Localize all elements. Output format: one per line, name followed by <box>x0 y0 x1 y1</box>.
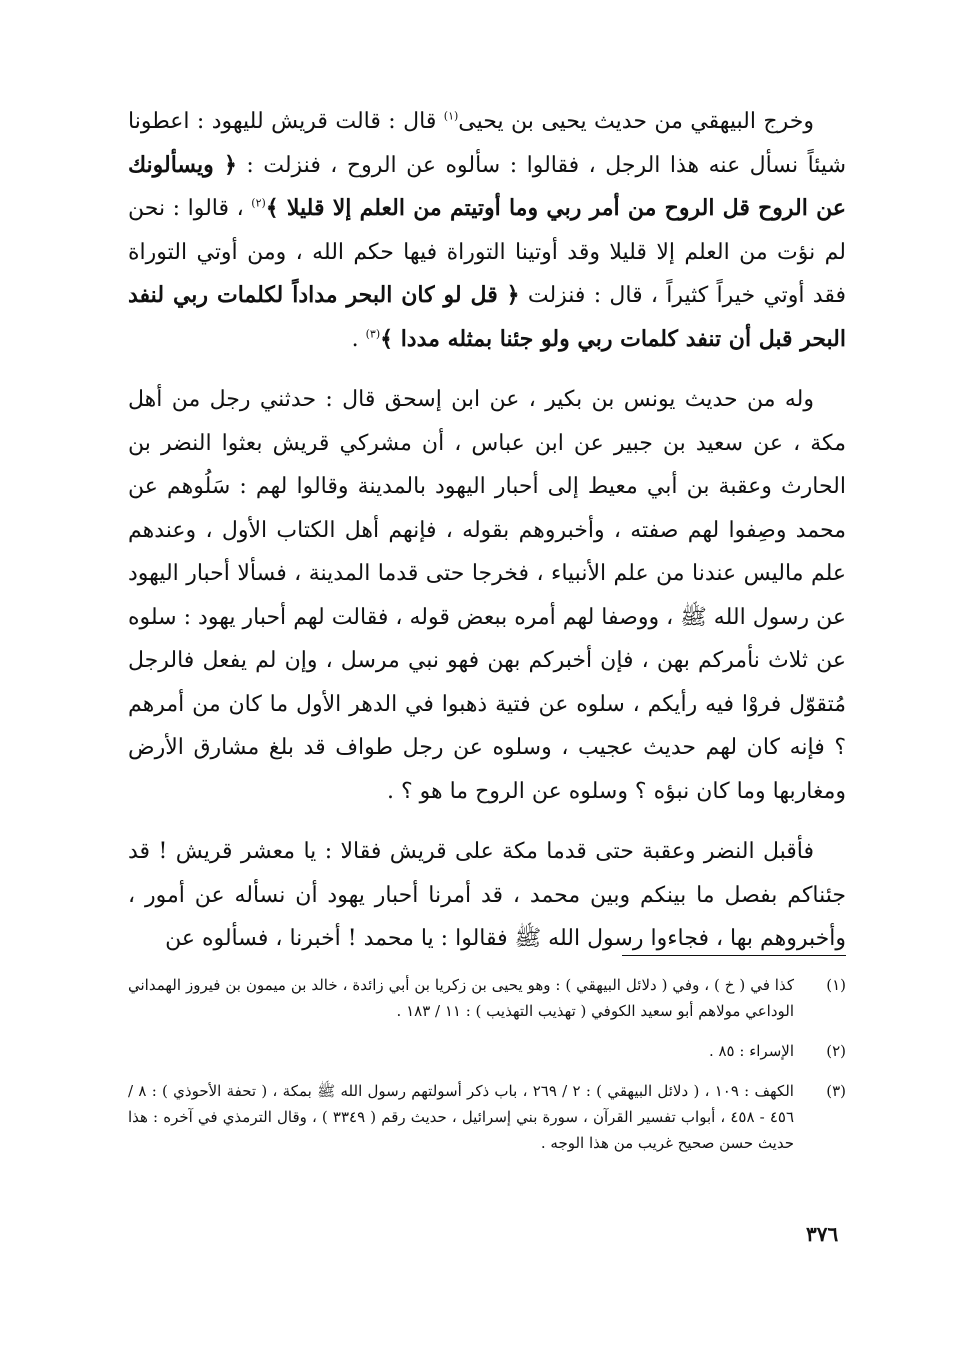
text-segment: فأقبل النضر وعقبة حتى قدما مكة على قريش فقالا : يا معشر قريش ! قد جئناكم بفصل ما بينكم وبين محمد ، قد أمرنا أحبار يهود أن نسأله عن أمور ، وأخبروهم بها ، فجاءوا رسول الله ﷺ فقالوا : يا محمد ! أخبرنا ، فسألوه عن <box>128 839 846 951</box>
footnote-number: (١) <box>826 976 846 994</box>
quran-verse: ﴿ ويسألونك عن الروح قل الروح من أمر ربي وما أوتيتم من العلم إلا قليلا ﴾ <box>128 151 846 221</box>
footnote-text: الكهف : ١٠٩ ، ( دلائل البيهقي ) : ٢ / ٢٦٩ ، باب ذكر أسولتهم رسول الله ﷺ بمكة ، ( تحفة الأحوذي ) : ٨ / ٤٥٦ - ٤٥٨ ، أبواب تفسير القرآن ، سورة بني إسرائيل ، حديث رقم ( ٣٣٤٩ ) ، وقال الترمذي في آخره : هذا حديث حسن صحيح غريب من هذا الوجه . <box>128 1082 794 1152</box>
text-segment: ، قالوا : نحن لم نؤت من العلم إلا قليلا وقد أوتينا التوراة فيها حكم الله ، ومن أوتي التوراة فقد أوتي خيراً كثيراً ، قال : فنزلت <box>128 196 846 308</box>
footnote-text: الإسراء : ٨٥ . <box>708 1042 794 1060</box>
footnote-ref: (٣) <box>365 327 381 341</box>
text-segment: وخرج البيهقي من حديث يحيى بن يحيى <box>458 109 814 134</box>
paragraph <box>128 100 846 361</box>
footnote-number: (٣) <box>826 1082 846 1100</box>
text-segment: قال : قالت قريش لليهود : اعطونا شيئاً نسأل عنه هذا الرجل ، فقالوا : سألوه عن الروح ، فنزلت : <box>128 109 847 178</box>
footnote-ref: (٢) <box>251 196 266 210</box>
page-number: ٣٧٦ <box>806 1222 839 1246</box>
text-segment: . <box>351 326 366 352</box>
quran-verse: ﴿ قل لو كان البحر مداداً لكلمات ربي لنفد البحر قبل أن تنفد كلمات ربي ولو جئنا بمثله مددا ﴾ <box>128 282 846 352</box>
footnote-text: كذا في ( خ ) ، وفي ( دلائل البيهقي ) : وهو يحيى بن زكريا بن أبي زائدة ، خالد بن ميمون بن فيروز الهمداني الوداعي مولاهم أبو سعيد الكوفي ( تهذيب التهذيب ) : ١١ / ١٨٣ . <box>128 976 794 1020</box>
footnote-number: (٢) <box>826 1042 846 1060</box>
main-text <box>128 100 846 961</box>
footnote-separator <box>622 955 846 956</box>
paragraph <box>128 830 846 961</box>
footnote <box>128 1038 846 1064</box>
footnotes <box>128 972 846 1156</box>
paragraph <box>128 378 846 813</box>
text-segment: وله من حديث يونس بن بكير ، عن ابن إسحق قال : حدثني رجل من أهل مكة ، عن سعيد بن جبير عن ابن عباس ، أن مشركي قريش بعثوا النضر بن الحارث وعقبة بن أبي معيط إلى أحبار اليهود بالمدينة وقالوا لهم : سَلُوهم عن محمد وصِفوا لهم صفته ، وأخبروهم بقوله ، فإنهم أهل الكتاب الأول ، وعندهم علم ماليس عندنا من علم الأنبياء ، فخرجا حتى قدما المدينة ، فسألا أحبار اليهود عن رسول الله ﷺ ، ووصفا لهم أمره ببعض قوله ، فقالت لهم أحبار يهود : سلوه عن ثلاث نأمركم بهن ، فإن أخبركم بهن فهو نبي مرسل ، وإن لم يفعل فالرجل مُتقوّل فروْا فيه رأيكم ، سلوه عن فتية ذهبوا في الدهر الأول ما كان من أمرهم ؟ فإنه كان لهم حديث عجيب ، وسلوه عن رجل طواف قد بلغ مشارق الأرض ومغاربها وما كان نبؤه ؟ وسلوه عن الروح ما هو ؟ . <box>128 387 846 804</box>
footnote <box>128 1078 846 1156</box>
footnote <box>128 972 846 1024</box>
footnote-ref: (١) <box>443 109 459 123</box>
